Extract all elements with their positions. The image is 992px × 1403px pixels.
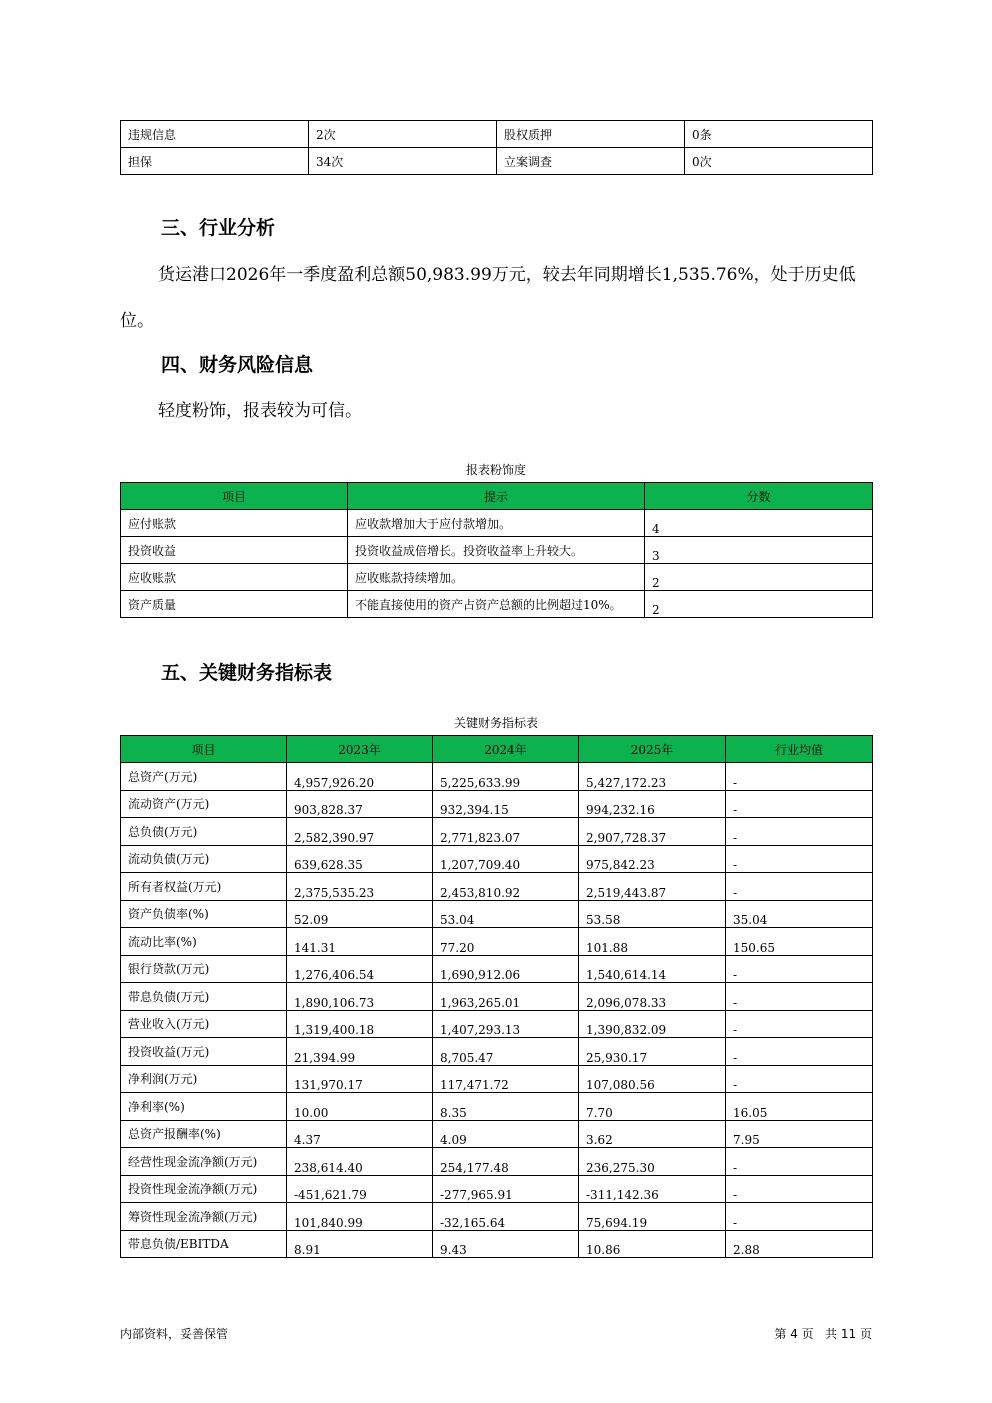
cell-value: 2,771,823.07: [433, 818, 579, 846]
cell-value: 25,930.17: [579, 1038, 726, 1066]
cell-value: 9.43: [433, 1230, 579, 1258]
cell-item: 资产质量: [121, 591, 348, 618]
cell-value: 1,963,265.01: [433, 983, 579, 1011]
cell-value: 4,957,926.20: [287, 763, 433, 791]
table-row: [121, 1038, 873, 1066]
table-row: [121, 900, 873, 928]
section-industry-title: 三、行业分析: [161, 217, 276, 239]
cell-metric: 资产负债率(%): [121, 900, 287, 928]
cell-value: -: [726, 983, 873, 1011]
cell-value: 2,582,390.97: [287, 818, 433, 846]
cell-label: 立案调查: [497, 148, 685, 175]
whitewash-table-caption: 报表粉饰度: [465, 463, 526, 477]
cell-value: 7.95: [726, 1120, 873, 1148]
cell-value: 34次: [309, 148, 497, 175]
cell-value: 1,890,106.73: [287, 983, 433, 1011]
cell-item: 应付账款: [121, 510, 348, 537]
cell-value: -: [726, 818, 873, 846]
table-row: [121, 1120, 873, 1148]
table-row: [121, 873, 873, 901]
cell-value: 932,394.15: [433, 790, 579, 818]
cell-value: 52.09: [287, 900, 433, 928]
cell-metric: 投资性现金流净额(万元): [121, 1175, 287, 1203]
table-row: [121, 763, 873, 791]
cell-value: 8,705.47: [433, 1038, 579, 1066]
cell-score: 2: [645, 564, 873, 591]
cell-value: 994,232.16: [579, 790, 726, 818]
cell-value: -277,965.91: [433, 1175, 579, 1203]
cell-value: -: [726, 790, 873, 818]
table-row: [121, 1065, 873, 1093]
cell-label: 股权质押: [497, 121, 685, 148]
cell-value: 131,970.17: [287, 1065, 433, 1093]
table-row: [121, 510, 873, 537]
cell-hint: 投资收益成倍增长。投资收益率上升较大。: [348, 537, 645, 564]
cell-value: -: [726, 873, 873, 901]
cell-value: 35.04: [726, 900, 873, 928]
cell-label: 担保: [121, 148, 309, 175]
cell-metric: 净利润(万元): [121, 1065, 287, 1093]
column-header: 项目: [121, 483, 348, 510]
kpi-table-caption: 关键财务指标表: [453, 716, 538, 730]
cell-item: 投资收益: [121, 537, 348, 564]
cell-value: -: [726, 955, 873, 983]
cell-item: 应收账款: [121, 564, 348, 591]
cell-value: 8.91: [287, 1230, 433, 1258]
cell-value: -: [726, 763, 873, 791]
cell-metric: 总负债(万元): [121, 818, 287, 846]
cell-hint: 不能直接使用的资产占资产总额的比例超过10%。: [348, 591, 645, 618]
cell-value: 1,690,912.06: [433, 955, 579, 983]
cell-value: 5,225,633.99: [433, 763, 579, 791]
cell-value: 639,628.35: [287, 845, 433, 873]
table-row: [121, 148, 873, 175]
cell-value: 0条: [685, 121, 873, 148]
footer-confidential-note: 内部资料，妥善保管: [120, 1327, 229, 1341]
kpi-table: [120, 735, 873, 1258]
cell-value: 903,828.37: [287, 790, 433, 818]
footer-page-number: 第 4 页 共 11 页: [774, 1327, 872, 1341]
cell-value: 4.09: [433, 1120, 579, 1148]
cell-metric: 净利率(%): [121, 1093, 287, 1121]
cell-value: 0次: [685, 148, 873, 175]
cell-value: 77.20: [433, 928, 579, 956]
cell-hint: 应收款增加大于应付款增加。: [348, 510, 645, 537]
cell-value: 2,096,078.33: [579, 983, 726, 1011]
cell-value: -311,142.36: [579, 1175, 726, 1203]
cell-value: 53.04: [433, 900, 579, 928]
table-row: [121, 928, 873, 956]
cell-value: 16.05: [726, 1093, 873, 1121]
cell-value: 236,275.30: [579, 1148, 726, 1176]
cell-value: 238,614.40: [287, 1148, 433, 1176]
cell-metric: 带息负债(万元): [121, 983, 287, 1011]
cell-value: 2,453,810.92: [433, 873, 579, 901]
table-row: [121, 591, 873, 618]
cell-value: 101.88: [579, 928, 726, 956]
cell-metric: 所有者权益(万元): [121, 873, 287, 901]
cell-value: 117,471.72: [433, 1065, 579, 1093]
table-row: [121, 537, 873, 564]
cell-value: 3.62: [579, 1120, 726, 1148]
cell-metric: 总资产(万元): [121, 763, 287, 791]
column-header: 项目: [121, 736, 287, 763]
cell-value: 8.35: [433, 1093, 579, 1121]
cell-value: -: [726, 1148, 873, 1176]
table-row: [121, 818, 873, 846]
cell-value: 75,694.19: [579, 1203, 726, 1231]
cell-value: 150.65: [726, 928, 873, 956]
cell-metric: 流动资产(万元): [121, 790, 287, 818]
cell-value: -: [726, 1175, 873, 1203]
cell-value: -: [726, 845, 873, 873]
table-row: [121, 1175, 873, 1203]
cell-value: 53.58: [579, 900, 726, 928]
table-row: [121, 790, 873, 818]
cell-metric: 投资收益(万元): [121, 1038, 287, 1066]
whitewash-table: [120, 482, 873, 618]
cell-metric: 流动比率(%): [121, 928, 287, 956]
cell-value: 254,177.48: [433, 1148, 579, 1176]
column-header: 2025年: [579, 736, 726, 763]
table-row: [121, 1093, 873, 1121]
column-header: 2024年: [433, 736, 579, 763]
cell-value: 101,840.99: [287, 1203, 433, 1231]
cell-value: -451,621.79: [287, 1175, 433, 1203]
cell-value: 21,394.99: [287, 1038, 433, 1066]
cell-metric: 总资产报酬率(%): [121, 1120, 287, 1148]
cell-value: -32,165.64: [433, 1203, 579, 1231]
column-header: 分数: [645, 483, 873, 510]
section-financial-risk-title: 四、财务风险信息: [161, 354, 314, 376]
table-row: [121, 983, 873, 1011]
table-row: [121, 955, 873, 983]
cell-value: 2,375,535.23: [287, 873, 433, 901]
table-row: [121, 121, 873, 148]
table-row: [121, 845, 873, 873]
cell-value: 1,407,293.13: [433, 1010, 579, 1038]
table-row: [121, 1203, 873, 1231]
cell-value: 141.31: [287, 928, 433, 956]
cell-metric: 营业收入(万元): [121, 1010, 287, 1038]
column-header: 行业均值: [726, 736, 873, 763]
cell-metric: 筹资性现金流净额(万元): [121, 1203, 287, 1231]
column-header: 2023年: [287, 736, 433, 763]
cell-value: 1,319,400.18: [287, 1010, 433, 1038]
cell-score: 2: [645, 591, 873, 618]
cell-value: -: [726, 1010, 873, 1038]
cell-label: 违规信息: [121, 121, 309, 148]
cell-value: 1,207,709.40: [433, 845, 579, 873]
cell-value: 1,276,406.54: [287, 955, 433, 983]
cell-value: 1,540,614.14: [579, 955, 726, 983]
cell-value: -: [726, 1203, 873, 1231]
cell-value: 975,842.23: [579, 845, 726, 873]
cell-value: 1,390,832.09: [579, 1010, 726, 1038]
table-row: [121, 1010, 873, 1038]
cell-value: 2.88: [726, 1230, 873, 1258]
cell-hint: 应收账款持续增加。: [348, 564, 645, 591]
cell-value: 10.00: [287, 1093, 433, 1121]
cell-value: 2,907,728.37: [579, 818, 726, 846]
cell-value: -: [726, 1038, 873, 1066]
section-kpi-title: 五、关键财务指标表: [161, 662, 333, 684]
table-row: [121, 1148, 873, 1176]
table-row: [121, 1230, 873, 1258]
cell-value: 2,519,443.87: [579, 873, 726, 901]
cell-metric: 经营性现金流净额(万元): [121, 1148, 287, 1176]
cell-value: 4.37: [287, 1120, 433, 1148]
section-financial-risk-text: 轻度粉饰，报表较为可信。: [158, 401, 362, 421]
section-industry-text: 货运港口2026年一季度盈利总额50,983.99万元，较去年同期增长1,535.76%，处于历史低位。: [120, 265, 856, 331]
cell-value: 2次: [309, 121, 497, 148]
cell-metric: 流动负债(万元): [121, 845, 287, 873]
cell-score: 4: [645, 510, 873, 537]
cell-value: 10.86: [579, 1230, 726, 1258]
cell-value: 5,427,172.23: [579, 763, 726, 791]
risk-summary-table: [120, 120, 873, 175]
cell-metric: 银行贷款(万元): [121, 955, 287, 983]
cell-score: 3: [645, 537, 873, 564]
cell-value: 107,080.56: [579, 1065, 726, 1093]
cell-value: 7.70: [579, 1093, 726, 1121]
cell-value: -: [726, 1065, 873, 1093]
table-row: [121, 564, 873, 591]
cell-metric: 带息负债/EBITDA: [121, 1230, 287, 1258]
column-header: 提示: [348, 483, 645, 510]
